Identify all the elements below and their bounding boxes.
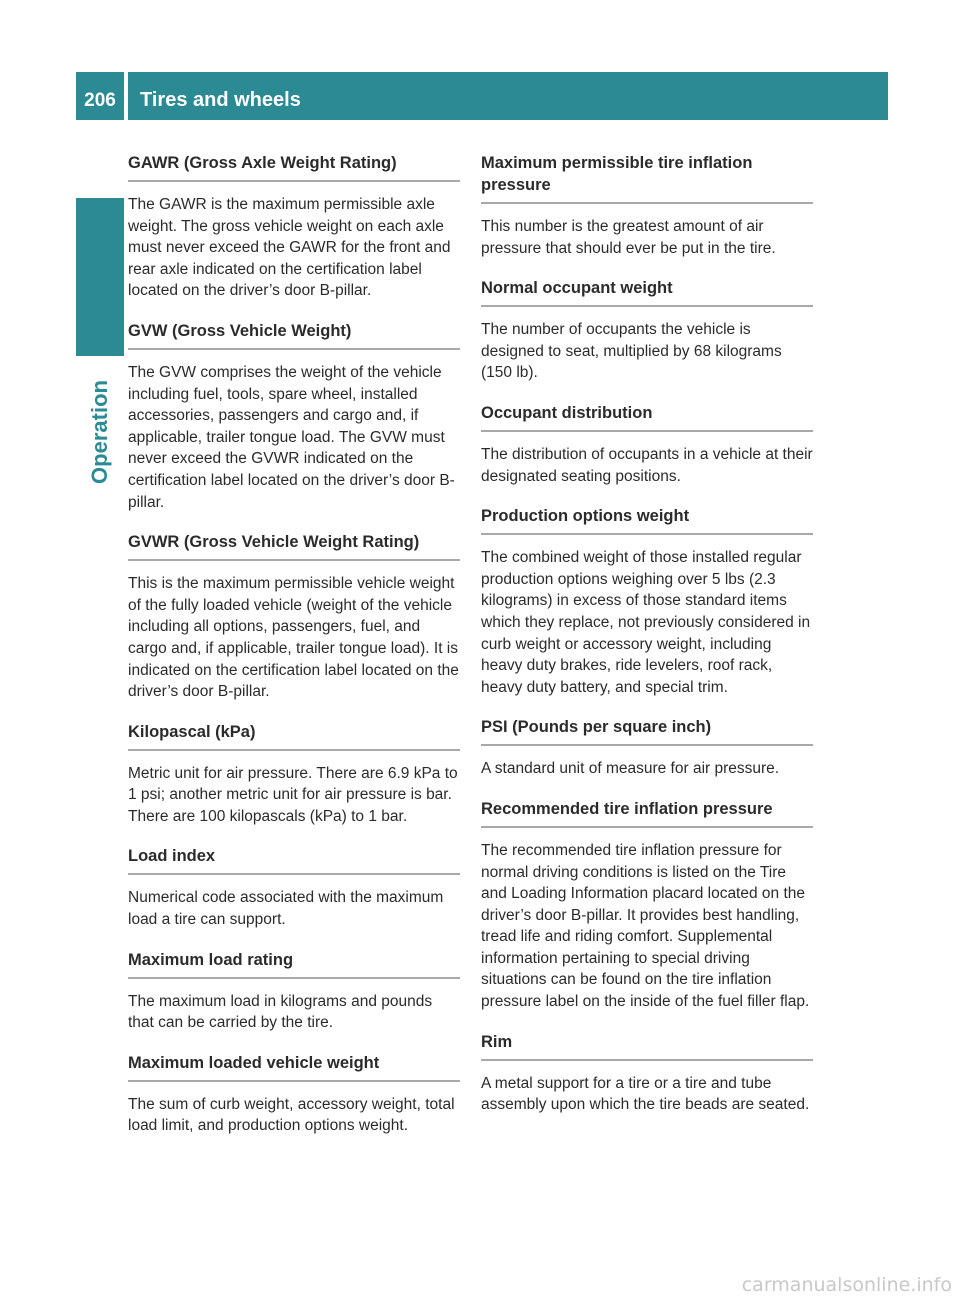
- section-heading: GVWR (Gross Vehicle Weight Rating): [128, 531, 460, 561]
- right-column: [481, 152, 813, 1134]
- section-heading: Maximum load rating: [128, 949, 460, 979]
- section-production-options-weight: [481, 505, 813, 698]
- section-psi: [481, 716, 813, 780]
- page-number: 206: [84, 90, 116, 111]
- section-heading: Rim: [481, 1031, 813, 1061]
- section-heading: GAWR (Gross Axle Weight Rating): [128, 152, 460, 182]
- section-heading: Load index: [128, 845, 460, 875]
- watermark: carmanualsonline.info: [741, 1274, 952, 1296]
- section-recommended-tire-inflation-pressure: [481, 798, 813, 1013]
- section-body: The GAWR is the maximum permissible axle weight. The gross vehicle weight on each axle must never exceed the GAWR for the front and rear axle indicated on the certification label located on the driver’s door B-pillar.: [128, 196, 451, 300]
- section-body: Metric unit for air pressure. There are 6.9 kPa to 1 psi; another metric unit for air pressure is bar. There are 100 kilopascals (kPa) to 1 bar.: [128, 764, 458, 825]
- section-body: The combined weight of those installed regular production options weighing over 5 lbs (2.3 kilograms) in excess of those standard items which they replace, not previously considered in curb weight or accessory weight, including heavy duty brakes, ride levelers, roof rack, heavy duty battery, and special trim.: [481, 549, 811, 696]
- section-max-tire-inflation-pressure: [481, 152, 813, 259]
- section-maximum-load-rating: [128, 949, 460, 1034]
- section-heading: Maximum permissible tire inflation pressure: [481, 152, 813, 204]
- section-body: The number of occupants the vehicle is designed to seat, multiplied by 68 kilograms (150 lb).: [481, 321, 782, 382]
- section-body: The maximum load in kilograms and pounds that can be carried by the tire.: [128, 992, 433, 1032]
- section-heading: PSI (Pounds per square inch): [481, 716, 813, 746]
- section-occupant-distribution: [481, 402, 813, 487]
- left-column: [128, 152, 460, 1155]
- section-body: This number is the greatest amount of air pressure that should ever be put in the tire.: [481, 218, 776, 257]
- chapter-title: Tires and wheels: [140, 89, 301, 111]
- section-body: This is the maximum permissible vehicle weight of the fully loaded vehicle (weight of the vehicle including all options, passengers, fuel, and cargo and, if applicable, trailer tongue load). It is indicated on the certification label located on the driver’s door B-pillar.: [128, 575, 459, 701]
- section-heading: Occupant distribution: [481, 402, 813, 432]
- page-header: [76, 72, 888, 120]
- section-maximum-loaded-vehicle-weight: [128, 1052, 460, 1137]
- section-heading: Production options weight: [481, 505, 813, 535]
- side-section-label: Operation: [87, 380, 112, 484]
- section-body: The sum of curb weight, accessory weight, total load limit, and production options weight.: [128, 1095, 455, 1135]
- header-divider: [124, 72, 128, 120]
- section-body: The recommended tire inflation pressure for normal driving conditions is listed on the Tire and Loading Information placard located on the driver’s door B-pillar. It provides best handling, tread life and riding comfort. Supplemental information pertaining to special driving situations can be found on the tire inflation pressure label on the inside of the fuel filler flap.: [481, 841, 810, 1011]
- section-rim: [481, 1031, 813, 1116]
- section-heading: Normal occupant weight: [481, 277, 813, 307]
- section-gawr: [128, 152, 460, 302]
- section-heading: Recommended tire inflation pressure: [481, 798, 813, 828]
- section-kilopascal: [128, 721, 460, 828]
- section-normal-occupant-weight: [481, 277, 813, 384]
- section-load-index: [128, 845, 460, 930]
- section-gvwr: [128, 531, 460, 703]
- side-tab-block: [76, 198, 124, 356]
- section-heading: Kilopascal (kPa): [128, 721, 460, 751]
- section-body: A standard unit of measure for air pressure.: [481, 760, 780, 778]
- section-body: Numerical code associated with the maximum load a tire can support.: [128, 889, 444, 929]
- section-body: A metal support for a tire or a tire and tube assembly upon which the tire beads are seated.: [481, 1074, 810, 1114]
- section-body: The distribution of occupants in a vehicle at their designated seating positions.: [481, 445, 813, 485]
- section-heading: Maximum loaded vehicle weight: [128, 1052, 460, 1082]
- section-body: The GVW comprises the weight of the vehicle including fuel, tools, spare wheel, installed accessories, passengers and cargo and, if applicable, trailer tongue load. The GVW must never exceed the GVWR indicated on the certification label located on the driver’s door B-pillar.: [128, 363, 455, 511]
- section-heading: GVW (Gross Vehicle Weight): [128, 320, 460, 350]
- section-gvw: [128, 320, 460, 513]
